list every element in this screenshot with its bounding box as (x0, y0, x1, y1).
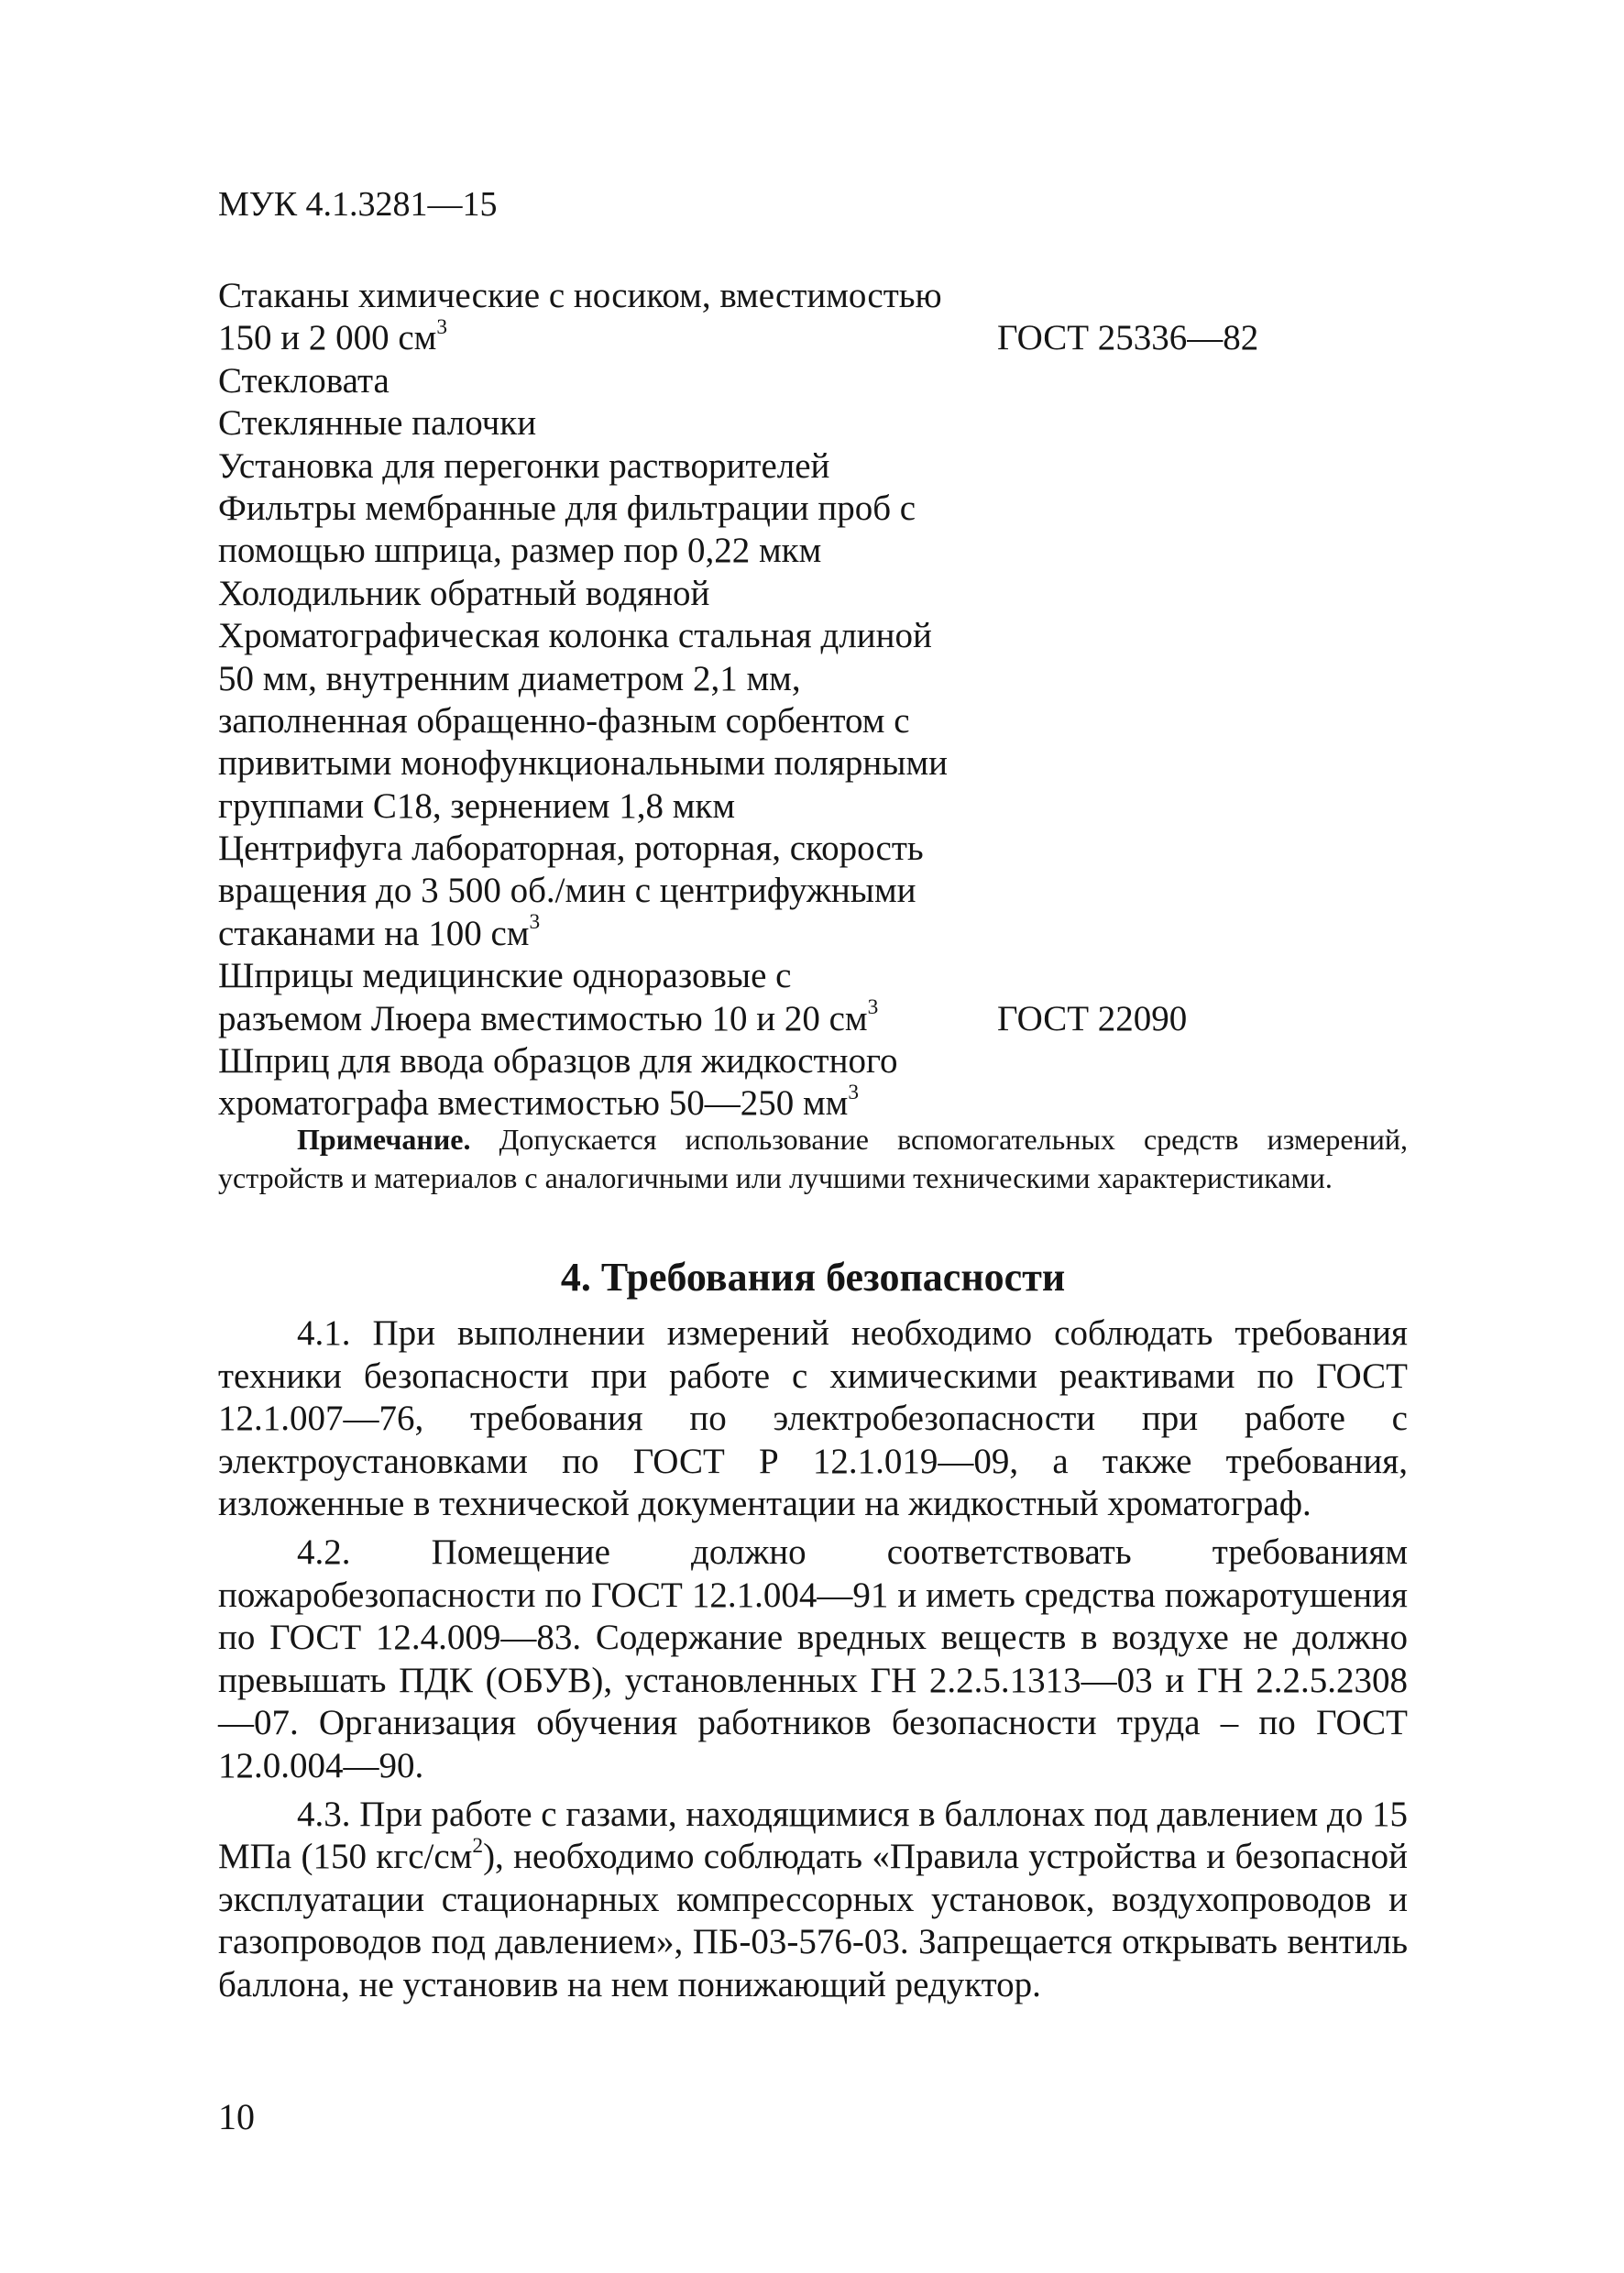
superscript: 2 (472, 1833, 484, 1858)
equipment-row (218, 910, 1300, 955)
page-number: 10 (218, 2096, 255, 2137)
equipment-text: Стекловата (218, 360, 390, 401)
equipment-text: заполненная обращенно-фазным сорбентом с (218, 700, 910, 741)
paragraph-text: 4.3. При работе с газами, находящимися в баллонах под давлением до 15 МПа (150 кгс/см (218, 1794, 1408, 1877)
paragraph-4-3 (218, 1794, 1408, 2007)
equipment-text: группами С18, зернением 1,8 мкм (218, 785, 736, 826)
superscript: 3 (848, 1080, 860, 1104)
equipment-text: Стеклянные палочки (218, 403, 537, 444)
equipment-row (218, 573, 1300, 615)
equipment-text: помощью шприца, размер пор 0,22 мкм (218, 531, 822, 571)
equipment-text: Стаканы химические с носиком, вместимостью (218, 276, 942, 315)
equipment-row (218, 1040, 1300, 1082)
equipment-row (218, 785, 1300, 828)
note-paragraph (218, 1120, 1408, 1197)
section-body (218, 1312, 1408, 2013)
equipment-text: привитыми монофункциональными полярными (218, 743, 949, 784)
superscript: 3 (529, 910, 541, 935)
equipment-text: Установка для перегонки растворителей (218, 445, 830, 486)
equipment-row (218, 658, 1300, 700)
equipment-row (218, 828, 1300, 870)
paragraph-text: ), необходимо соблюдать «Правила устройства и безопасной эксплуатации стационарных компрессорных установок, воздухопроводов и газопроводов под давлением», ПБ-03-576-03. Запрещается открывать вентиль баллона, не установив на нем понижающий редуктор. (218, 1837, 1408, 2004)
equipment-row (218, 995, 1300, 1040)
equipment-text: Холодильник обратный водяной (218, 573, 710, 613)
equipment-row (218, 402, 1300, 445)
equipment-row (218, 1082, 1300, 1125)
equipment-row (218, 742, 1300, 785)
paragraph-4-1: 4.1. При выполнении измерений необходимо соблюдать требования техники безопасности при работе с химическими реактивами по ГОСТ 12.1.007—76, требования по электробезопасности при работе с электроустановками по ГОСТ Р 12.1.019—09, а также требования, изложенные в технической документации на жидкостный хроматограф. (218, 1313, 1408, 1524)
equipment-row (218, 530, 1300, 572)
equipment-row (218, 445, 1300, 488)
note-text: Допускается использование вспомогательных средств измерений, устройств и материалов с аналогичными или лучшими техническими характеристиками. (218, 1123, 1408, 1194)
superscript: 3 (867, 995, 879, 1020)
equipment-text: Хроматографическая колонка стальная длиной (218, 616, 932, 656)
equipment-text: стаканами на 100 $см^3$ (218, 910, 541, 953)
equipment-list (218, 275, 1300, 1126)
equipment-row (218, 314, 1300, 359)
gost-reference: ГОСТ 22090 (997, 998, 1188, 1038)
equipment-text: Центрифуга лабораторная, роторная, скорость (218, 829, 924, 869)
superscript: 3 (436, 314, 448, 339)
equipment-row (218, 275, 1300, 317)
running-head: МУК 4.1.3281—15 (218, 185, 498, 224)
equipment-text: Шприц для ввода образцов для жидкостного (218, 1041, 898, 1082)
gost-reference: ГОСТ 25336—82 (997, 318, 1259, 358)
equipment-row (218, 870, 1300, 912)
equipment-text: вращения до 3 500 об./мин с центрифужными (218, 871, 916, 911)
equipment-row (218, 360, 1300, 402)
section-heading: 4. Требования безопасности (560, 1255, 1066, 1300)
equipment-text: Шприцы медицинские одноразовые с (218, 956, 792, 996)
equipment-row (218, 488, 1300, 530)
equipment-text: Фильтры мембранные для фильтрации проб с (218, 488, 916, 528)
equipment-text: 50 мм, внутренним диаметром 2,1 мм, (218, 658, 801, 698)
equipment-row (218, 615, 1300, 657)
equipment-text: хроматографа вместимостью 50—250 $мм^3$ (218, 1080, 860, 1124)
equipment-text: 150 и 2 000 $см^3$ (218, 314, 448, 358)
note-label: Примечание. (297, 1123, 471, 1156)
equipment-row (218, 700, 1300, 742)
paragraph-4-2: 4.2. Помещение должно соответствовать требованиям пожаробезопасности по ГОСТ 12.1.004—91 и иметь средства пожаротушения по ГОСТ 12.4.009—83. Содержание вредных веществ в воздухе не должно превышать ПДК (ОБУВ), установленных ГН 2.2.5.1313—03 и ГН 2.2.5.2308—07. Организация обучения работников безопасности труда – по ГОСТ 12.0.004—90. (218, 1532, 1408, 1785)
equipment-text: разъемом Люера вместимостью 10 и 20 $см^3$ (218, 995, 879, 1038)
equipment-row (218, 955, 1300, 997)
